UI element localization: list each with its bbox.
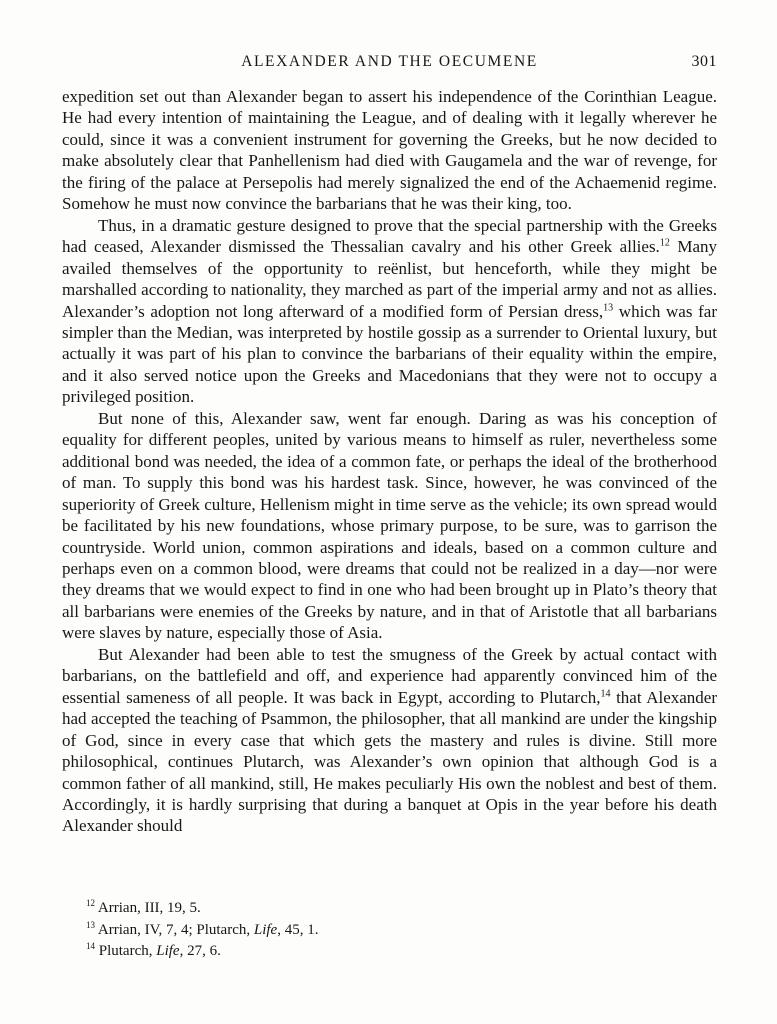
footnote-marker: 13 <box>86 919 95 930</box>
running-header <box>62 53 717 71</box>
footnote-marker: 12 <box>659 237 670 249</box>
footnote-marker: 12 <box>86 898 95 908</box>
footnote: $^{14}$ Plutarch, Life, 27, 6. <box>86 941 221 959</box>
body-text <box>62 86 717 837</box>
footnotes <box>62 898 717 963</box>
italic-text: Life <box>253 921 278 938</box>
footnote-marker: 13 <box>603 301 614 313</box>
page-number: 301 <box>691 53 717 70</box>
footnote: $^{13}$ Arrian, IV, 7, 4; Plutarch, Life, 45, 1. <box>86 919 319 938</box>
footnote-marker: 14 <box>86 941 95 951</box>
paragraph: But Alexander had been able to test the smugness of the Greek by actual contact with barbarians, on the battlefield and off, and experience had apparently convinced him of the essential sameness of all people. It was back in Egypt, according to Plutarch,$^{14}$ that Alexander had accepted the teaching of Psammon, the philosopher, that all mankind are under the kingship of God, since in every case that which gets the mastery and rules is divine. Still more philosophical, continues Plutarch, was Alexander’s own opinion that although God is a common father of all mankind, still, He makes peculiarly His own the noblest and best of them. Accordingly, it is hardly surprising that during a banquet at Opis in the year before his death Alexander should <box>62 644 717 836</box>
italic-text: Life <box>156 943 180 959</box>
paragraph: But none of this, Alexander saw, went far enough. Daring as was his conception of equality for different peoples, united by various means to himself as ruler, nevertheless some additional bond was needed, the idea of a common fate, or perhaps the ideal of the brotherhood of man. To supply this bond was his hardest task. Since, however, he was convinced of the superiority of Greek culture, Hellenism might in time serve as the vehicle; its own spread would be facilitated by his new foundations, whose primary purpose, to be sure, was to garrison the countryside. World union, common aspirations and ideals, based on a common culture and perhaps even on a common blood, were dreams that could not be realized in a day—nor were they dreams that we would expect to find in one who had been brought up in Plato’s theory that all barbarians were enemies of the Greeks by nature, and in that of Aristotle that all barbarians were slaves by nature, especially those of Asia. <box>62 408 717 643</box>
page-title: ALEXANDER AND THE OECUMENE <box>241 53 538 70</box>
paragraph: Thus, in a dramatic gesture designed to prove that the special partnership with the Greeks had ceased, Alexander dismissed the Thessalian cavalry and his other Greek allies.$^{12}$ Many availed themselves of the opportunity to reënlist, but henceforth, while they might be marshalled according to nationality, they marched as part of the imperial army and not as allies. Alexander’s adoption not long afterward of a modified form of Persian dress,$^{13}$ which was far simpler than the Median, was interpreted by hostile gossip as a surrender to Oriental luxury, but actually it was part of his plan to convince the barbarians of their equality within the empire, and it also served notice upon the Greeks and Macedonians that they were not to occupy a privileged position. <box>62 215 717 407</box>
footnote-marker: 14 <box>600 688 611 700</box>
footnote: $^{12}$ Arrian, III, 19, 5. <box>86 898 201 916</box>
paragraph: expedition set out than Alexander began to assert his independence of the Corinthian League. He had every intention of maintaining the League, and of dealing with it legally wherever he could, since it was a convenient instrument for governing the Greeks, but he now decided to make absolutely clear that Panhellenism had died with Gaugamela and the war of revenge, for the firing of the palace at Persepolis had merely signalized the end of the Achaemenid regime. Somehow he must now convince the barbarians that he was their king, too. <box>62 87 717 214</box>
